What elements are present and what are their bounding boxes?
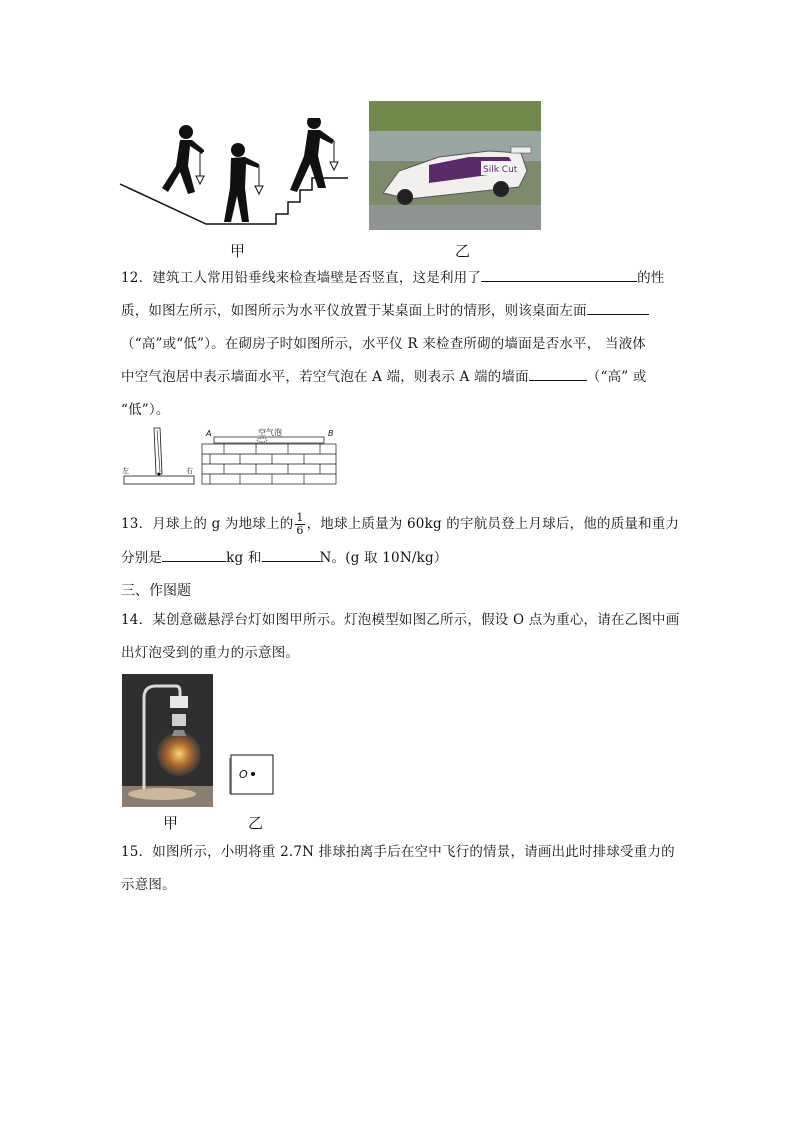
q14-line-2: 出灯泡受到的重力的示意图。 bbox=[121, 645, 300, 661]
q15-line-1: 15．如图所示，小明将重 2.7N 排球拍离手后在空中飞行的情景，请画出此时排球受重力的 bbox=[121, 844, 675, 860]
race-car-photo bbox=[369, 101, 541, 230]
q12-line-1: 12．建筑工人常用铅垂线来检查墙壁是否竖直，这是利用了 的性 bbox=[121, 262, 681, 295]
fraction-one-sixth: $\frac{1}{6}$ bbox=[296, 511, 304, 537]
bulb-model-box bbox=[229, 754, 275, 796]
q15-line-2: 示意图。 bbox=[121, 877, 176, 893]
top-figure-caption-right: 乙 bbox=[455, 242, 471, 260]
q12-blank-3[interactable] bbox=[529, 366, 587, 381]
wall-label-b: B bbox=[328, 429, 334, 438]
q13-blank-mass[interactable] bbox=[162, 547, 226, 562]
q13-blank-weight[interactable] bbox=[262, 547, 320, 562]
question-14 bbox=[121, 604, 681, 670]
q12-blank-1[interactable] bbox=[481, 267, 637, 282]
plumb-line-people-figure bbox=[118, 118, 348, 230]
level-left-label: 左 bbox=[122, 467, 129, 475]
top-figure-caption-left: 甲 bbox=[230, 242, 246, 260]
lamp-caption-left: 甲 bbox=[163, 814, 179, 832]
q12-blank-2[interactable] bbox=[587, 300, 649, 315]
levitating-lamp-photo bbox=[122, 674, 213, 807]
question-12 bbox=[121, 262, 681, 427]
svg-text:Silk Cut: Silk Cut bbox=[483, 165, 518, 175]
level-right-label: 右 bbox=[186, 467, 193, 475]
center-of-gravity-label: O bbox=[239, 768, 248, 781]
section-heading: 三、作图题 bbox=[121, 583, 191, 599]
q14-line-1: 14．某创意磁悬浮台灯如图甲所示。灯泡模型如图乙所示，假设 O 点为重心，请在乙图中画 bbox=[121, 612, 680, 628]
center-of-gravity-point bbox=[251, 772, 255, 776]
q12-line-4: 中空气泡居中表示墙面水平，若空气泡在 A 端，则表示 A 端的墙面 （“高” 或 bbox=[121, 361, 681, 394]
air-bubble-label: 空气泡 bbox=[258, 428, 282, 437]
question-15 bbox=[121, 836, 681, 902]
q12-line-3: （“高”或“低”）。在砌房子时如图所示，水平仪 R 来检查所砌的墙面是否水平， 当液体 bbox=[121, 336, 646, 352]
question-13 bbox=[121, 506, 681, 574]
brick-wall-figure bbox=[200, 424, 340, 486]
q12-line-2: 质，如图左所示，如图所示为水平仪放置于某桌面上时的情形，则该桌面左面 bbox=[121, 295, 681, 328]
wall-label-a: A bbox=[206, 429, 212, 438]
q12-line-5: “低”）。 bbox=[121, 402, 170, 418]
q13-line-1: 13．月球上的 g 为地球上的 $\frac{1}{6}$ ，地球上质量为 60kg 的宇航员登上月球后，他的质量和重力 bbox=[121, 511, 680, 537]
lamp-caption-right: 乙 bbox=[248, 814, 264, 832]
level-on-table-figure bbox=[120, 424, 198, 486]
q13-line-2: 分别是 kg 和 N。(g 取 10N/kg） bbox=[121, 542, 681, 574]
